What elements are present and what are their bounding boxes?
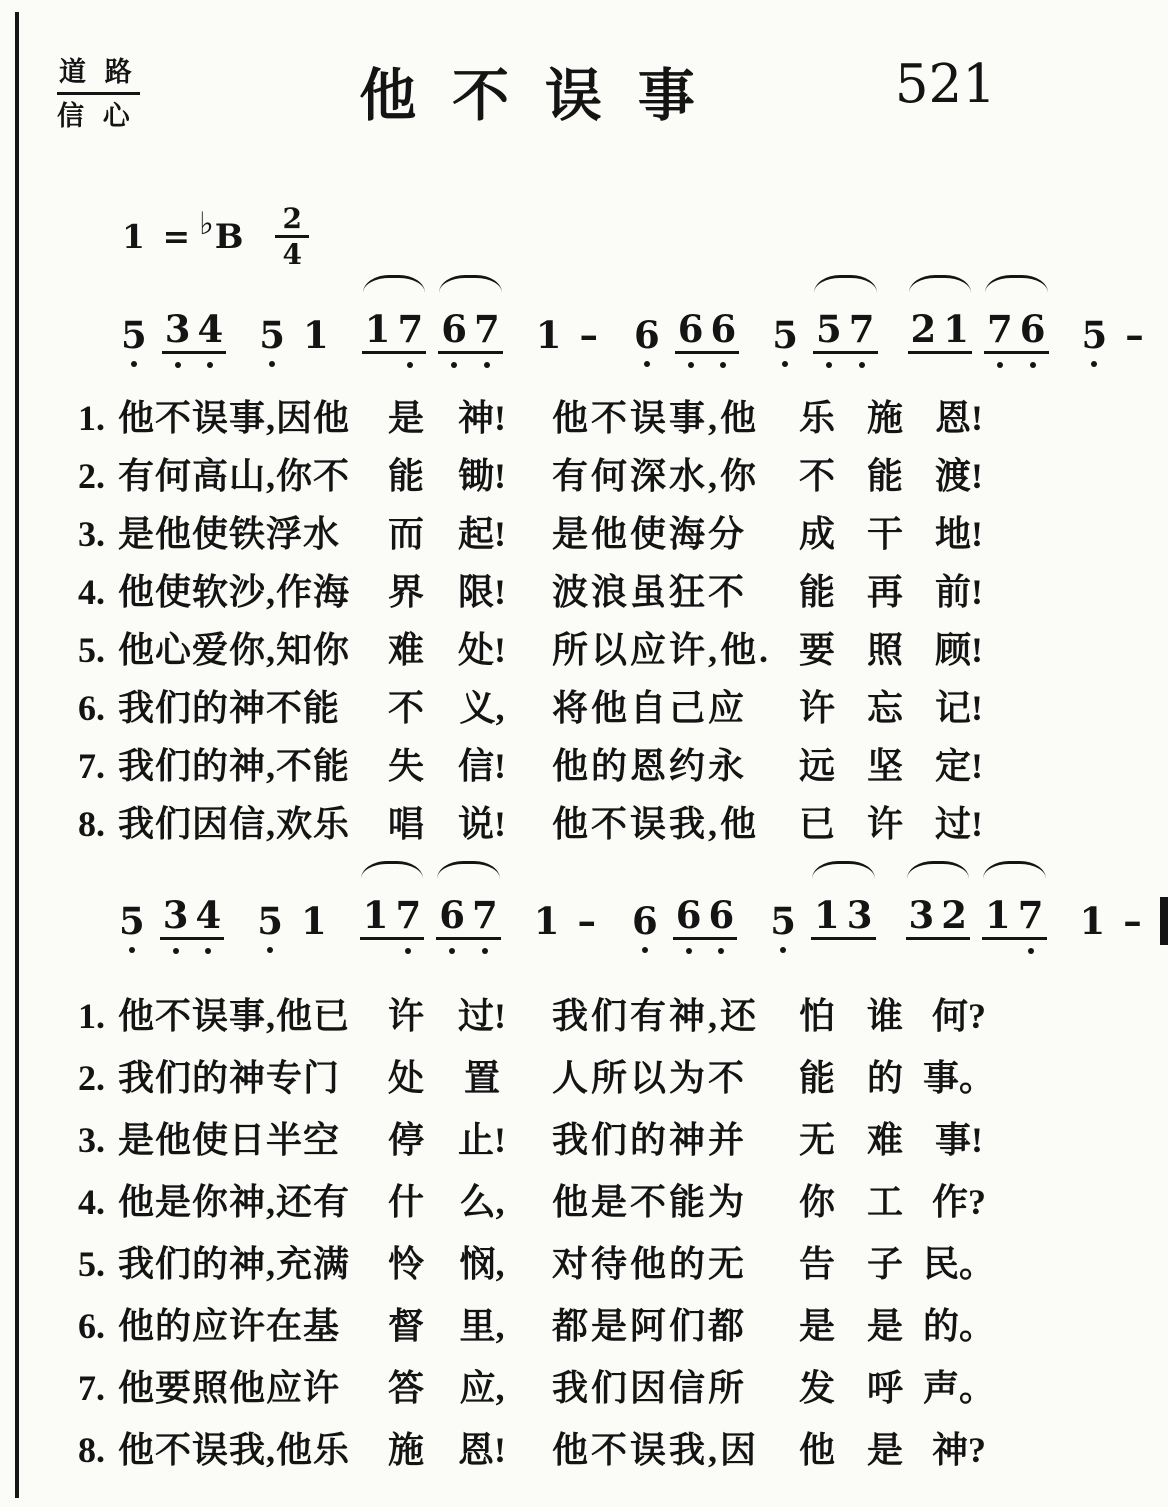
lyrics-block-1	[78, 390, 1008, 854]
note-group	[360, 260, 429, 372]
note-group	[767, 260, 803, 372]
lyric-char: 怜	[387, 1244, 424, 1284]
note-digit: 5	[772, 313, 798, 357]
verse-number: 1.	[78, 996, 105, 1036]
lyric-row	[78, 564, 1008, 610]
lyric-char: 乐	[798, 398, 835, 438]
lyric-char: 神?	[931, 1430, 986, 1470]
dash-note: –	[579, 313, 598, 357]
note-group	[114, 846, 150, 958]
beam-group	[769, 313, 801, 357]
verse-number: 5.	[78, 1244, 105, 1284]
verse-number: 4.	[78, 1182, 105, 1222]
lyric-char: 过!	[935, 804, 983, 844]
note-digit: 1	[1079, 899, 1106, 943]
beam-group	[906, 893, 971, 940]
lyric-phrase-a: 他不误我,他乐	[118, 1430, 351, 1470]
slur-arc	[909, 275, 972, 293]
beam-group	[1079, 313, 1111, 357]
lyric-phrase-a: 是他使铁浮水	[118, 514, 341, 554]
note-digit: 5	[259, 313, 285, 357]
lyric-char: 无	[798, 1120, 835, 1160]
lyric-char: 定!	[935, 746, 983, 786]
note-group	[436, 260, 505, 372]
note-digit: 1	[943, 307, 969, 351]
lyric-char: 限!	[458, 572, 506, 612]
slur-arc	[361, 861, 424, 879]
lyric-phrase-b: 他的恩约永	[552, 746, 748, 786]
note-digit: 7	[474, 307, 500, 351]
note-digit: 4	[197, 307, 224, 351]
note-group	[809, 846, 878, 958]
note-group	[627, 846, 663, 958]
lyric-char: 已	[798, 804, 835, 844]
lyric-char: 工	[866, 1182, 903, 1222]
lyric-phrase-a: 我们因信,欢乐	[118, 804, 351, 844]
lyric-row	[78, 448, 1008, 494]
note-digit: 1	[303, 313, 329, 357]
verse-number: 7.	[78, 746, 105, 786]
lyric-char: 应,	[459, 1368, 505, 1408]
lyric-char: 作?	[931, 1182, 986, 1222]
lyric-char: 止!	[458, 1120, 506, 1160]
lyric-char: 坚	[866, 746, 903, 786]
note-digit: 5	[257, 899, 283, 943]
lyric-row	[78, 738, 1008, 784]
lyric-char: 能	[798, 572, 835, 612]
measure	[625, 260, 745, 372]
lyric-char: 怕	[798, 996, 835, 1036]
note-group	[252, 846, 288, 958]
lyric-phrase-a: 我们的神不能	[118, 688, 341, 728]
lyric-char: 能	[798, 1058, 835, 1098]
beam-group	[811, 893, 876, 940]
lyric-phrase-b: 对待他的无	[552, 1244, 748, 1284]
note-digit: 3	[162, 893, 189, 937]
time-signature-denominator: 4	[282, 238, 302, 272]
lyric-char: 要	[798, 630, 835, 670]
note-group	[573, 846, 602, 958]
note-group	[116, 260, 152, 372]
lyric-char: 何?	[931, 996, 986, 1036]
hymn-number: 521	[894, 54, 996, 115]
lyric-char: 处!	[458, 630, 506, 670]
lyric-char: 什	[387, 1182, 424, 1222]
verse-number: 2.	[78, 1058, 105, 1098]
lyric-phrase-a: 他不误事,他已	[118, 996, 351, 1036]
beam-group	[298, 899, 330, 943]
beam-group	[575, 899, 600, 943]
note-group	[358, 846, 427, 958]
lyric-char: 远	[798, 746, 835, 786]
lyric-char: 不	[798, 456, 835, 496]
dash-note: –	[577, 899, 596, 943]
lyric-char: 的	[866, 1058, 903, 1098]
note-group	[811, 260, 880, 372]
verse-number: 7.	[78, 1368, 105, 1408]
beam-group	[533, 313, 565, 357]
note-digit: 7	[472, 893, 498, 937]
lyric-row	[78, 796, 1008, 842]
lyric-phrase-a: 他心爱你,知你	[118, 630, 351, 670]
slur-arc	[363, 275, 426, 293]
category-bottom: 信 心	[57, 101, 136, 132]
lyric-char: 忘	[866, 688, 903, 728]
slur-arc	[814, 275, 877, 293]
measure	[248, 846, 336, 958]
lyric-char: 地!	[935, 514, 983, 554]
lyric-char: 处	[387, 1058, 424, 1098]
verse-number: 6.	[78, 1306, 105, 1346]
note-group	[1118, 846, 1147, 958]
lyric-phrase-b: 我们有神,还	[552, 996, 760, 1036]
verse-number: 4.	[78, 572, 105, 612]
note-digit: 6	[677, 307, 704, 351]
lyric-char: 你	[798, 1182, 835, 1222]
time-signature-numerator: 2	[275, 204, 308, 238]
note-group	[254, 260, 290, 372]
page-title: 他 不 误 事	[359, 64, 705, 128]
lyric-char: 是	[866, 1306, 903, 1346]
note-digit: 7	[987, 307, 1013, 351]
note-digit: 6	[1019, 307, 1046, 351]
music-line-1	[112, 278, 1144, 372]
lyric-phrase-a: 我们的神,不能	[118, 746, 351, 786]
beam-group	[118, 313, 150, 357]
dash-note: –	[1125, 313, 1144, 357]
note-group	[982, 260, 1051, 372]
lyric-row	[78, 988, 1008, 1034]
lyric-char: 许	[798, 688, 835, 728]
measure	[761, 846, 881, 958]
note-group	[531, 260, 567, 372]
lyric-char: 过!	[458, 996, 506, 1036]
note-group	[765, 846, 801, 958]
lyric-char: 再	[866, 572, 903, 612]
lyric-row	[78, 390, 1008, 436]
lyric-char: 施	[387, 1430, 424, 1470]
lyric-phrase-a: 是他使日半空	[118, 1120, 341, 1160]
lyric-char: 而	[387, 514, 424, 554]
lyric-char: 说!	[458, 804, 506, 844]
note-group	[906, 260, 975, 372]
lyric-char: 界	[387, 572, 424, 612]
lyric-phrase-a: 他的应许在基	[118, 1306, 341, 1346]
verse-number: 3.	[78, 514, 105, 554]
category-top: 道 路	[57, 56, 140, 95]
beam-group	[162, 307, 227, 354]
measure	[623, 846, 743, 958]
note-digit: 7	[1017, 893, 1044, 937]
lyric-char: 信!	[458, 746, 506, 786]
lyric-char: 干	[866, 514, 903, 554]
lyric-phrase-a: 他不误事,因他	[118, 398, 351, 438]
lyric-char: 子	[866, 1244, 903, 1284]
lyric-char: 恩!	[935, 398, 983, 438]
verse-number: 5.	[78, 630, 105, 670]
beam-group	[1120, 899, 1145, 943]
lyric-char: 义,	[459, 688, 505, 728]
note-group	[671, 846, 740, 958]
note-digit: 5	[121, 313, 147, 357]
note-digit: 7	[395, 893, 422, 937]
lyric-phrase-b: 波浪虽狂不	[552, 572, 748, 612]
lyric-char: 悯,	[459, 1244, 505, 1284]
lyric-char: 督	[387, 1306, 424, 1346]
lyric-char: 他	[798, 1430, 835, 1470]
key-tonic: 1 =	[122, 217, 194, 257]
beam-group	[160, 893, 225, 940]
lyric-char: 难	[866, 1120, 903, 1160]
lyric-char: 前!	[935, 572, 983, 612]
lyric-char: 记!	[935, 688, 983, 728]
beam-group	[254, 899, 286, 943]
lyric-char: 难	[387, 630, 424, 670]
beam-group	[1122, 313, 1147, 357]
beam-group	[531, 899, 563, 943]
beam-group	[631, 313, 663, 357]
note-digit: 3	[908, 893, 935, 937]
lyric-row	[78, 1360, 1008, 1406]
beam-group	[436, 893, 501, 940]
note-digit: 7	[397, 307, 424, 351]
note-digit: 6	[439, 893, 465, 937]
beam-group	[360, 893, 425, 940]
measure	[900, 846, 1053, 958]
lyric-row	[78, 1112, 1008, 1158]
measure	[250, 260, 338, 372]
lyric-char: 起!	[458, 514, 506, 554]
note-digit: 1	[985, 893, 1011, 937]
note-digit: 6	[708, 893, 735, 937]
beam-group	[675, 307, 740, 354]
measure	[110, 846, 230, 958]
lyric-char: 神!	[458, 398, 506, 438]
lyric-char: 的。	[922, 1306, 995, 1346]
beam-group	[438, 307, 503, 354]
note-group	[1120, 260, 1149, 372]
page-left-rule	[15, 12, 19, 1498]
dash-note: –	[1123, 899, 1142, 943]
note-digit: 6	[632, 899, 658, 943]
lyric-row	[78, 506, 1008, 552]
measure	[525, 846, 605, 958]
measure	[1073, 260, 1153, 372]
lyric-char: 能	[387, 456, 424, 496]
lyric-char: 不	[387, 688, 424, 728]
beam-group	[908, 307, 973, 354]
lyric-row	[78, 1422, 1008, 1468]
flat-icon: ♭	[199, 205, 214, 242]
lyric-char: 渡!	[935, 456, 983, 496]
verse-number: 8.	[78, 1430, 105, 1470]
note-group	[673, 260, 742, 372]
note-group	[980, 846, 1049, 958]
measure	[902, 260, 1055, 372]
note-digit: 5	[816, 307, 842, 351]
slur-arc	[907, 861, 970, 879]
lyric-char: 么,	[459, 1182, 505, 1222]
verse-number: 1.	[78, 398, 105, 438]
beam-group	[982, 893, 1047, 940]
lyric-phrase-b: 有何深水,你	[552, 456, 760, 496]
note-digit: 4	[195, 893, 222, 937]
note-digit: 2	[910, 307, 937, 351]
beam-group	[813, 307, 878, 354]
note-group	[298, 260, 334, 372]
verse-number: 6.	[78, 688, 105, 728]
lyric-phrase-a: 有何高山,你不	[118, 456, 351, 496]
note-group	[575, 260, 604, 372]
note-digit: 1	[301, 899, 327, 943]
lyric-char: 唱	[387, 804, 424, 844]
note-group	[529, 846, 565, 958]
lyric-char: 顾!	[935, 630, 983, 670]
lyric-phrase-a: 我们的神专门	[118, 1058, 341, 1098]
lyric-row	[78, 1050, 1008, 1096]
lyric-char: 发	[798, 1368, 835, 1408]
measure	[763, 260, 883, 372]
note-group	[160, 260, 229, 372]
measure	[354, 846, 507, 958]
note-group	[1077, 260, 1113, 372]
slur-arc	[985, 275, 1048, 293]
note-digit: 6	[441, 307, 467, 351]
lyric-char: 成	[798, 514, 835, 554]
final-double-barline	[1160, 897, 1168, 945]
note-digit: 5	[1081, 313, 1108, 357]
lyric-row	[78, 1174, 1008, 1220]
lyric-char: 事!	[935, 1120, 983, 1160]
note-digit: 6	[675, 893, 702, 937]
lyric-char: 告	[798, 1244, 835, 1284]
lyric-char: 事。	[922, 1058, 995, 1098]
note-group	[629, 260, 665, 372]
measure	[356, 260, 509, 372]
lyric-phrase-b: 所以应许,他.	[552, 630, 772, 670]
lyrics-block-2	[78, 988, 1008, 1484]
note-group	[434, 846, 503, 958]
lyric-row	[78, 680, 1008, 726]
lyric-phrase-a: 他使软沙,作海	[118, 572, 351, 612]
note-digit: 5	[119, 899, 145, 943]
lyric-phrase-a: 他要照他应许	[118, 1368, 341, 1408]
beam-group	[629, 899, 661, 943]
beam-group	[673, 893, 738, 940]
measure	[1071, 846, 1151, 958]
lyric-phrase-b: 他不误我,他	[552, 804, 760, 844]
lyric-char: 停	[387, 1120, 424, 1160]
lyric-char: 许	[387, 996, 424, 1036]
lyric-row	[78, 1236, 1008, 1282]
lyric-char: 施	[866, 398, 903, 438]
slur-arc	[439, 275, 502, 293]
lyric-char: 声。	[922, 1368, 995, 1408]
note-digit: 3	[164, 307, 191, 351]
lyric-char: 民。	[922, 1244, 995, 1284]
lyric-phrase-a: 我们的神,充满	[118, 1244, 351, 1284]
note-group	[296, 846, 332, 958]
lyric-char: 谁	[866, 996, 903, 1036]
verse-number: 8.	[78, 804, 105, 844]
verse-number: 2.	[78, 456, 105, 496]
note-digit: 1	[814, 893, 840, 937]
note-group	[158, 846, 227, 958]
lyric-char: 恩!	[458, 1430, 506, 1470]
music-line-2	[110, 864, 1142, 958]
lyric-char: 里,	[459, 1306, 505, 1346]
note-digit: 1	[535, 313, 562, 357]
lyric-char: 锄!	[458, 456, 506, 496]
lyric-phrase-b: 是他使海分	[552, 514, 748, 554]
lyric-row	[78, 1298, 1008, 1344]
beam-group	[767, 899, 799, 943]
lyric-char: 置	[463, 1058, 500, 1098]
note-digit: 3	[846, 893, 873, 937]
lyric-phrase-b: 都是阿们都	[552, 1306, 748, 1346]
measure	[527, 260, 607, 372]
note-digit: 6	[710, 307, 737, 351]
measure	[112, 260, 232, 372]
lyric-phrase-b: 将他自己应	[552, 688, 748, 728]
lyric-phrase-b: 他不误我,因	[552, 1430, 760, 1470]
note-digit: 5	[770, 899, 796, 943]
beam-group	[577, 313, 602, 357]
note-group	[904, 846, 973, 958]
lyric-phrase-b: 我们的神并	[552, 1120, 748, 1160]
verse-number: 3.	[78, 1120, 105, 1160]
beam-group	[300, 313, 332, 357]
slur-arc	[812, 861, 875, 879]
beam-group	[984, 307, 1049, 354]
lyric-char: 呼	[866, 1368, 903, 1408]
lyric-phrase-b: 我们因信所	[552, 1368, 748, 1408]
lyric-phrase-a: 他是你神,还有	[118, 1182, 351, 1222]
key-letter: B	[214, 216, 244, 257]
lyric-char: 能	[866, 456, 903, 496]
slur-arc	[437, 861, 500, 879]
beam-group	[116, 899, 148, 943]
beam-group	[1077, 899, 1109, 943]
lyric-char: 失	[387, 746, 424, 786]
slur-arc	[983, 861, 1046, 879]
lyric-phrase-b: 他不误事,他	[552, 398, 760, 438]
lyric-phrase-b: 人所以为不	[552, 1058, 748, 1098]
note-digit: 1	[533, 899, 560, 943]
beam-group	[256, 313, 288, 357]
lyric-char: 照	[866, 630, 903, 670]
lyric-char: 是	[866, 1430, 903, 1470]
note-digit: 1	[364, 307, 391, 351]
note-digit: 6	[634, 313, 660, 357]
lyric-char: 是	[387, 398, 424, 438]
lyric-row	[78, 622, 1008, 668]
lyric-char: 是	[798, 1306, 835, 1346]
beam-group	[362, 307, 427, 354]
lyric-char: 许	[866, 804, 903, 844]
lyric-phrase-b: 他是不能为	[552, 1182, 748, 1222]
lyric-char: 答	[387, 1368, 424, 1408]
note-digit: 2	[941, 893, 967, 937]
note-digit: 1	[362, 893, 389, 937]
note-group	[1075, 846, 1111, 958]
note-digit: 7	[848, 307, 875, 351]
